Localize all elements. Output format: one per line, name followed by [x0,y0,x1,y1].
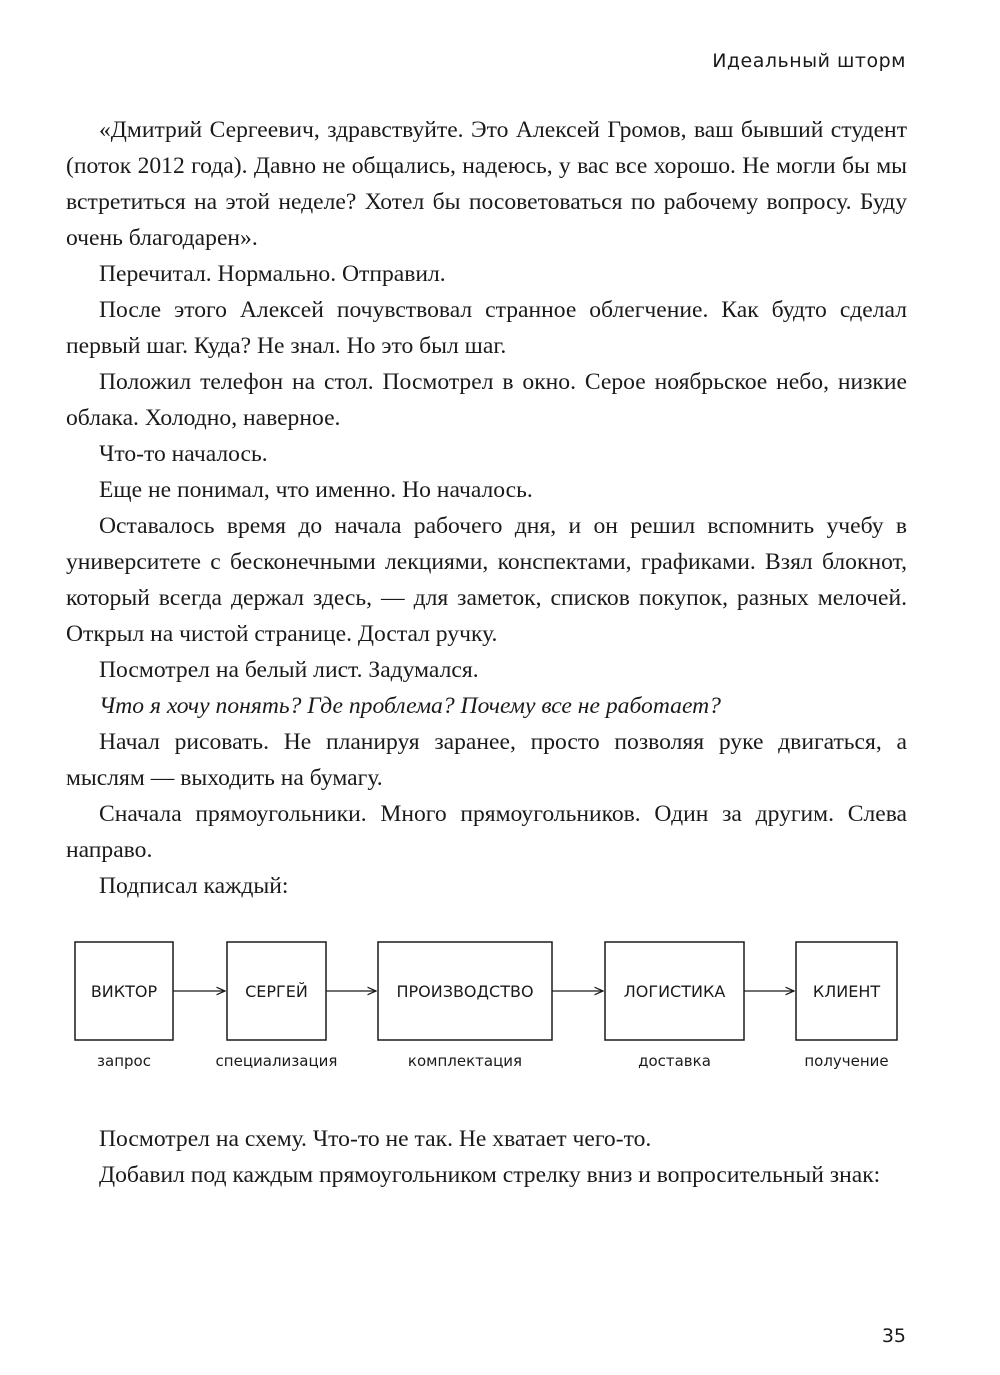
paragraph: Начал рисовать. Не планируя заранее, просто позволяя руке двигаться, а мыслям — выходить на бумагу. [66,729,907,791]
body-text-bottom [66,1121,907,1193]
paragraph: «Дмитрий Сергеевич, здравствуйте. Это Алексей Громов, ваш бывший студент (поток 2012 года). Давно не общались, надеюсь, у вас все хорошо. Не могли бы мы встретиться на этой неделе? Хотел бы посоветоваться по рабочему вопросу. Буду очень благодарен». [66,117,907,251]
paragraph: Положил телефон на стол. Посмотрел в окно. Серое ноябрьское небо, низкие облака. Холодно, наверное. [66,369,907,431]
process-diagram [0,930,1000,1080]
diagram-box-label: ВИКТОР [90,982,158,1001]
paragraph: Посмотрел на схему. Что-то не так. Не хватает чего-то. [99,1126,652,1152]
paragraph-italic: Что я хочу понять? Где проблема? Почему все не работает? [99,693,721,719]
diagram-box-label: ЛОГИСТИКА [623,982,726,1001]
page-number: 35 [881,1325,906,1347]
diagram-box-label: КЛИЕНТ [812,982,881,1001]
diagram-caption: комплектация [407,1052,523,1070]
diagram-caption: доставка [638,1052,711,1070]
diagram-box-label: СЕРГЕЙ [245,982,308,1001]
paragraph: Что-то началось. [99,441,268,467]
paragraph: Еще не понимал, что именно. Но началось. [99,477,533,503]
paragraph: Подписал каждый: [99,873,289,899]
paragraph: Оставалось время до начала рабочего дня, и он решил вспомнить учебу в университете с бесконечными лекциями, конспектами, графиками. Взял блокнот, который всегда держал здесь, — для заметок, списков покупок, разных мелочей. Открыл на чистой странице. Достал ручку. [66,513,907,647]
diagram-caption: получение [804,1052,889,1070]
paragraph: Сначала прямоугольники. Много прямоугольников. Один за другим. Слева направо. [66,801,907,863]
diagram-caption: запрос [97,1052,151,1070]
diagram-box-label: ПРОИЗВОДСТВО [396,982,534,1001]
paragraph: Перечитал. Нормально. Отправил. [99,261,446,287]
paragraph: Посмотрел на белый лист. Задумался. [99,657,479,683]
paragraph: После этого Алексей почувствовал странное облегчение. Как будто сделал первый шаг. Куда? Не знал. Но это был шаг. [66,297,907,359]
body-text-top [66,112,907,904]
paragraph: Добавил под каждым прямоугольником стрелку вниз и вопросительный знак: [99,1162,881,1188]
running-head: Идеальный шторм [712,50,906,72]
diagram-caption: специализация [215,1052,338,1070]
